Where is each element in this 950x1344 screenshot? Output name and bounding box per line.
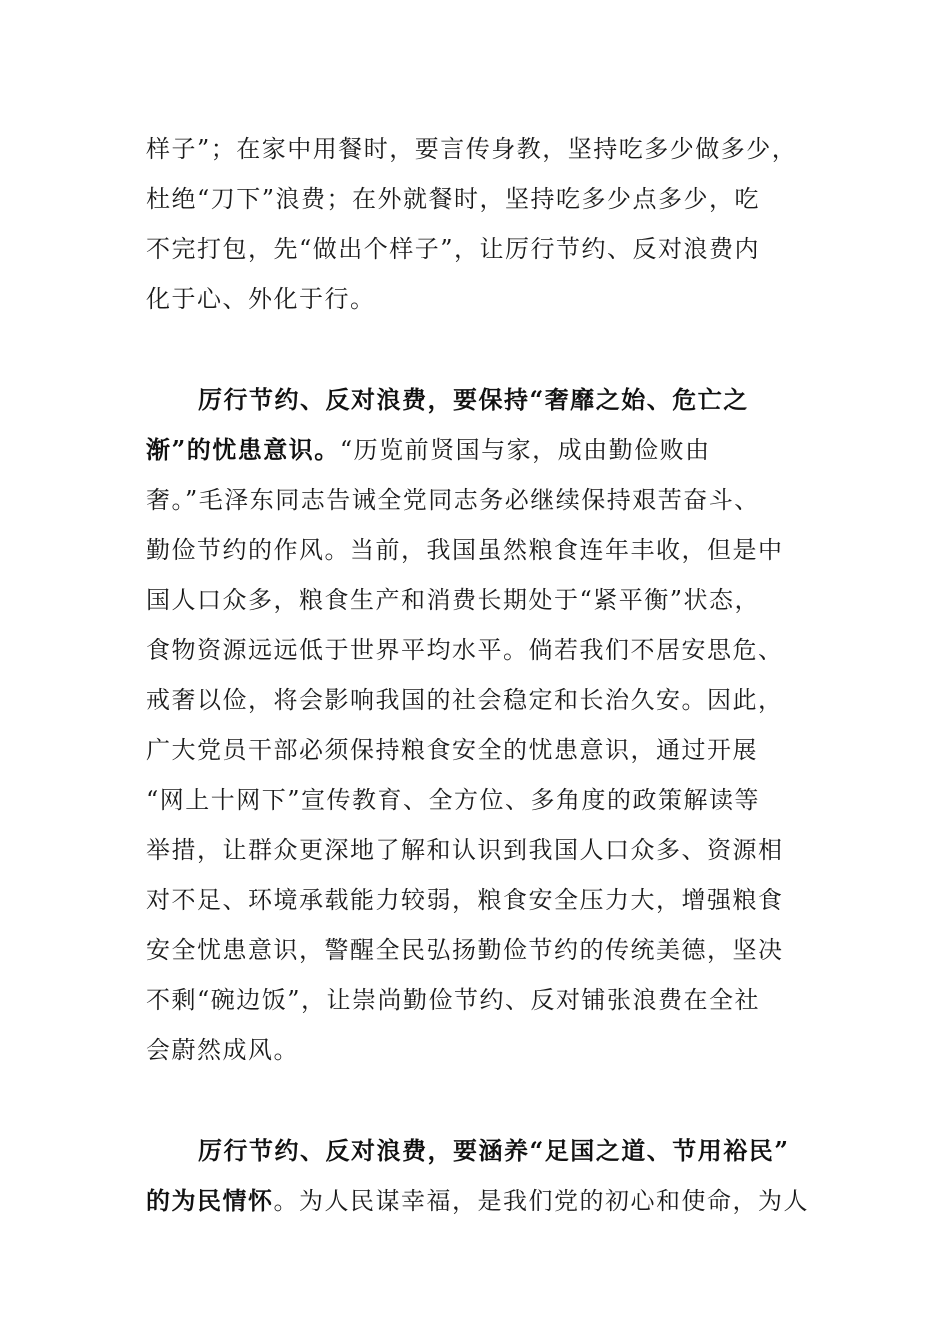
paragraph2-line: 奢。”毛泽东同志告诫全党同志务必继续保持艰苦奋斗、 — [146, 486, 760, 514]
paragraph2-line: 广大党员干部必须保持粮食安全的忧患意识，通过开展 — [146, 736, 758, 764]
paragraph3-heading-line: 厉行节约、反对浪费，要涵养“足国之道、节用裕民” — [198, 1136, 790, 1165]
paragraph2-line: 安全忧患意识，警醒全民弘扬勤俭节约的传统美德，坚决 — [146, 936, 784, 964]
paragraph3-line — [146, 1186, 809, 1216]
paragraph2-line: 对不足、环境承载能力较弱，粮食安全压力大，增强粮食 — [146, 886, 784, 914]
paragraph2-line: 会蔚然成风。 — [146, 1036, 299, 1064]
paragraph2-line — [146, 435, 711, 465]
paragraph2-line: 食物资源远远低于世界平均水平。倘若我们不居安思危、 — [146, 636, 784, 664]
paragraph2-heading-line: 厉行节约、反对浪费，要保持“奢靡之始、危亡之 — [198, 385, 749, 414]
paragraph3-heading-tail: 的为民情怀 — [146, 1186, 274, 1215]
paragraph2-line: “网上十网下”宣传教育、全方位、多角度的政策解读等 — [146, 786, 761, 814]
paragraph1-line: 样子”；在家中用餐时，要言传身教，坚持吃多少做多少， — [146, 135, 798, 163]
paragraph2-line: 戒奢以俭，将会影响我国的社会稳定和长治久安。因此， — [146, 686, 784, 714]
paragraph2-quote-start: “历览前贤国与家，成由勤俭败由 — [339, 436, 711, 464]
paragraph3-text: 。为人民谋幸福，是我们党的初心和使命，为人 — [273, 1187, 809, 1215]
paragraph1-line: 不完打包，先“做出个样子”，让厉行节约、反对浪费内 — [146, 235, 761, 263]
paragraph2-line: 国人口众多，粮食生产和消费长期处于“紧平衡”状态， — [146, 586, 761, 614]
paragraph1-line: 化于心、外化于行。 — [146, 285, 376, 313]
paragraph2-line: 不剩“碗边饭”，让崇尚勤俭节约、反对铺张浪费在全社 — [146, 986, 761, 1014]
paragraph2-line: 勤俭节约的作风。当前，我国虽然粮食连年丰收，但是中 — [146, 536, 784, 564]
paragraph2-line: 举措，让群众更深地了解和认识到我国人口众多、资源相 — [146, 836, 784, 864]
paragraph2-heading-tail: 渐”的忧患意识。 — [146, 435, 340, 464]
paragraph1-line: 杜绝“刀下”浪费；在外就餐时，坚持吃多少点多少，吃 — [146, 185, 761, 213]
